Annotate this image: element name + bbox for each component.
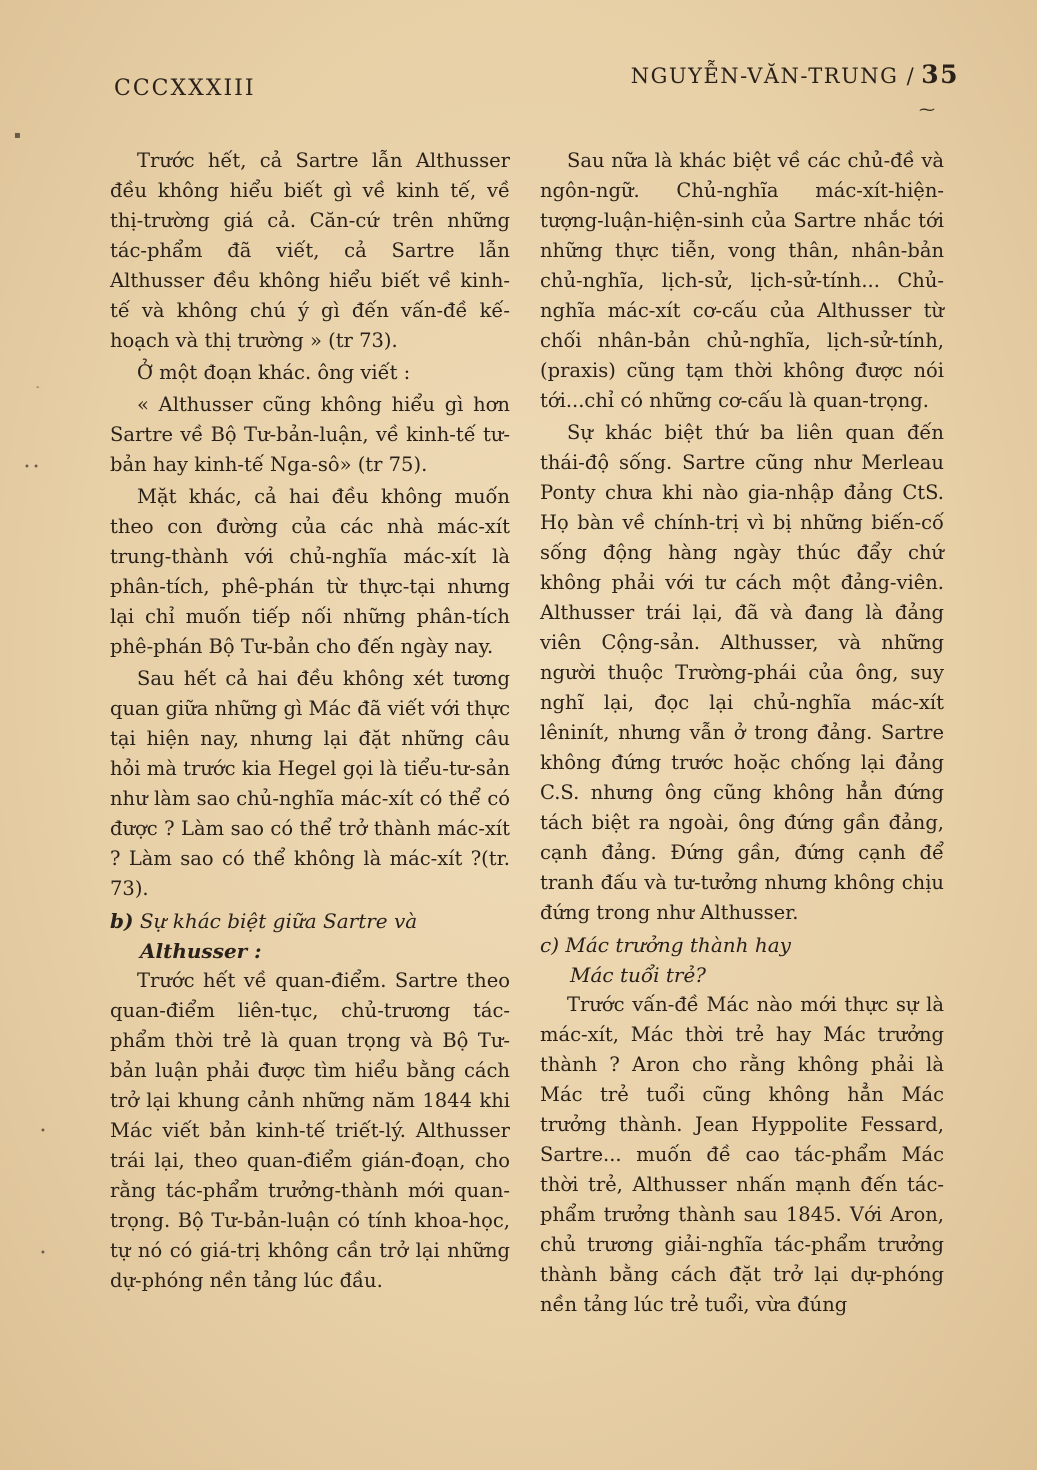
paragraph: Ở một đoạn khác. ông viết :: [137, 361, 411, 384]
section-heading-c: [540, 930, 944, 990]
paragraph: Sau hết cả hai đều không xét tương quan giữa những gì Mác đã viết với thực tại hiện nay, nhưng lại đặt những câu hỏi mà trước kia Hegel gọi là tiểu-tư-sản như làm sao chủ-nghĩa mác-xít có thể có được ? Làm sao có thể trở thành mác-xít ? Làm sao có thể không là mác-xít ?(tr. 73).: [110, 667, 510, 900]
heading-text: Mác tuổi trẻ?: [570, 963, 707, 987]
paragraph: Sau nữa là khác biệt về các chủ-đề và ngôn-ngữ. Chủ-nghĩa mác-xít-hiện-tượng-luận-hiện-sinh của Sartre nhắc tới những thực tiễn, vong thân, nhân-bản chủ-nghĩa, lịch-sử, lịch-sử-tính... Chủ-nghĩa mác-xít cơ-cấu của Althusser từ chối nhân-bản chủ-nghĩa, lịch-sử-tính, (praxis) cũng tạm thời không được nói tới...chỉ có những cơ-cấu là quan-trọng.: [540, 149, 944, 412]
heading-text: Mác trưởng thành hay: [565, 933, 791, 957]
paragraph: Sự khác biệt thứ ba liên quan đến thái-độ sống. Sartre cũng như Merleau Ponty chưa khi nào gia-nhập đảng CtS. Họ bàn về chính-trị vì bị những biến-cố sống động hàng ngày thúc đẩy chứ không phải với tư cách một đảng-viên. Althusser trái lại, đã và đang là đảng viên Cộng-sản. Althusser, và những người thuộc Trường-phái của ông, suy nghĩ lại, đọc lại chủ-nghĩa mác-xít lêninít, nhưng vẫn ở trong đảng. Sartre không đứng trước hoặc chống lại đảng C.S. nhưng ông cũng không hẳn đứng tách biệt ra ngoài, ông đứng gần đảng, cạnh đảng. Đứng gần, đứng cạnh để tranh đấu và tư-tưởng nhưng không chịu đứng trong như Althusser.: [540, 421, 944, 924]
margin-mark: • •: [24, 462, 39, 473]
margin-mark: •: [40, 1248, 46, 1259]
heading-text: Sự khác biệt giữa Sartre và: [139, 909, 418, 933]
running-header-right: [631, 60, 959, 89]
paragraph: Mặt khác, cả hai đều không muốn theo con đường của các nhà mác-xít trung-thành với chủ-nghĩa mác-xít là phân-tích, phê-phán từ thực-tại nhưng lại chỉ muốn tiếp nối những phân-tích phê-phán Bộ Tư-bản cho đến ngày nay.: [110, 485, 510, 658]
heading-label: c): [540, 933, 560, 957]
heading-label: b): [110, 909, 134, 933]
paragraph: Trước hết, cả Sartre lẫn Althusser đều không hiểu biết gì về kinh tế, về thị-trường giá cả. Căn-cứ trên những tác-phẩm đã viết, cả Sartre lẫn Althusser đều không hiểu biết về kinh-tế và không chú ý gì đến vấn-đề kế-hoạch và thị trường » (tr 73).: [110, 149, 510, 352]
running-header-left: CCCXXXIII: [114, 76, 256, 101]
section-heading-b: [110, 906, 510, 966]
right-column: [540, 146, 944, 1322]
heading-text: Althusser :: [140, 939, 262, 963]
quotation: « Althusser cũng không hiểu gì hơn Sartre về Bộ Tư-bản-luận, về kinh-tế tư-bản hay kinh-tế Nga-sô» (tr 75).: [110, 393, 510, 476]
margin-mark: •: [40, 1126, 46, 1137]
left-column: [110, 146, 510, 1298]
ornament-icon: ⁓: [919, 100, 935, 119]
margin-mark: ▪: [14, 130, 21, 141]
author-title: NGUYỄN-VĂN-TRUNG /: [630, 64, 916, 88]
paragraph: Trước vấn-đề Mác nào mới thực sự là mác-xít, Mác thời trẻ hay Mác trưởng thành ? Aron cho rằng không phải là Mác trẻ tuổi cũng không hẳn Mác trưởng thành. Jean Hyppolite Fessard, Sartre... muốn đề cao tác-phẩm Mác thời trẻ, Althusser nhấn mạnh đến tác-phẩm trưởng thành sau 1845. Với Aron, chủ trương giải-nghĩa tác-phẩm trưởng thành bằng cách đặt trở lại dự-phóng nền tảng lúc trẻ tuổi, vừa đúng: [540, 993, 944, 1316]
page-number: 35: [921, 60, 959, 89]
margin-mark: -: [36, 382, 40, 393]
paragraph: Trước hết về quan-điểm. Sartre theo quan-điểm liên-tục, chủ-trương tác-phẩm thời trẻ là quan trọng và Bộ Tư-bản luận phải được tìm hiểu bằng cách trở lại khung cảnh những năm 1844 khi Mác viết bản kinh-tế triết-lý. Althusser trái lại, theo quan-điểm gián-đoạn, cho rằng tác-phẩm trưởng-thành mới quan-trọng. Bộ Tư-bản-luận có tính khoa-học, tự nó có giá-trị không cần trở lại những dự-phóng nền tảng lúc đầu.: [110, 969, 510, 1292]
